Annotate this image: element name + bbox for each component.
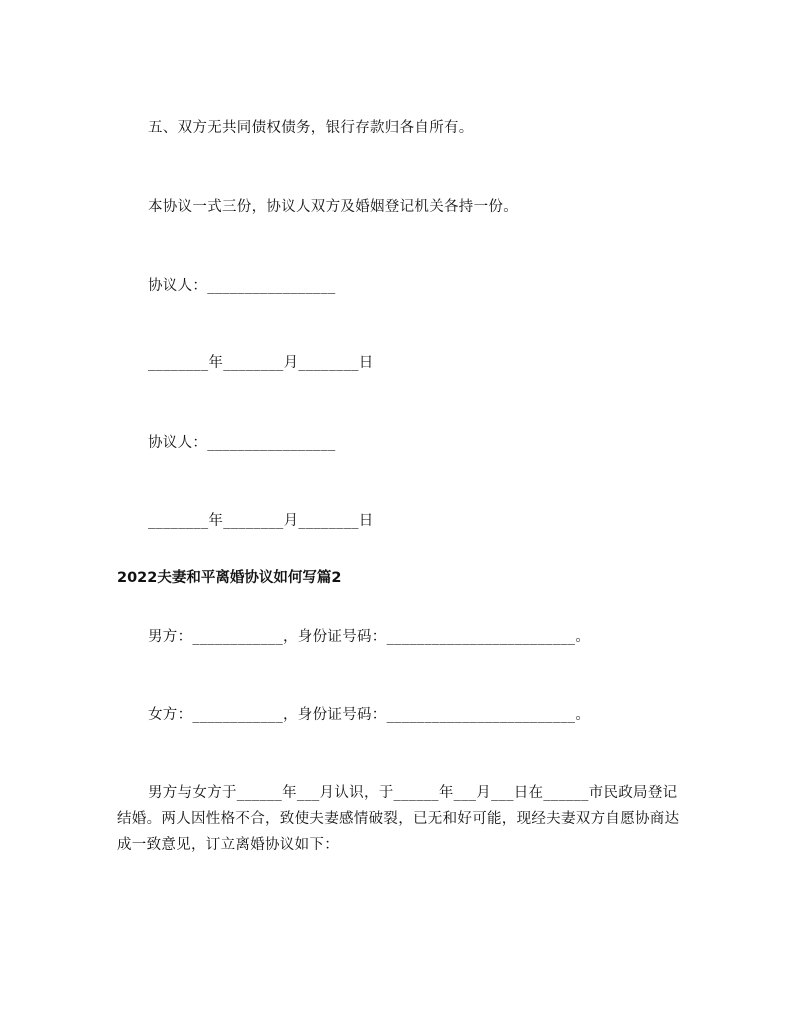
- copies-clause: 本协议一式三份，协议人双方及婚姻登记机关各持一份。: [148, 199, 518, 215]
- signer-line-1: 协议人：_________________: [148, 278, 336, 294]
- male-party-line: 男方：____________，身份证号码：_________________________。: [148, 629, 591, 645]
- section-heading: 2022夫妻和平离婚协议如何写篇2: [117, 570, 342, 586]
- intro-paragraph: [117, 780, 687, 858]
- clause-five: 五、双方无共同债权债务，银行存款归各自所有。: [148, 120, 474, 136]
- signer-line-2: 协议人：_________________: [148, 435, 336, 451]
- female-party-line: 女方：____________，身份证号码：_________________________。: [148, 707, 591, 723]
- date-line-1: ________年________月________日: [148, 355, 374, 371]
- date-line-2: ________年________月________日: [148, 513, 374, 529]
- intro-paragraph-text: 男方与女方于______年___月认识，于______年___月___日在______市民政局登记结婚。两人因性格不合，致使夫妻感情破裂，已无和好可能，现经夫妻双方自愿协商达成一致意见，订立离婚协议如下：: [117, 785, 680, 853]
